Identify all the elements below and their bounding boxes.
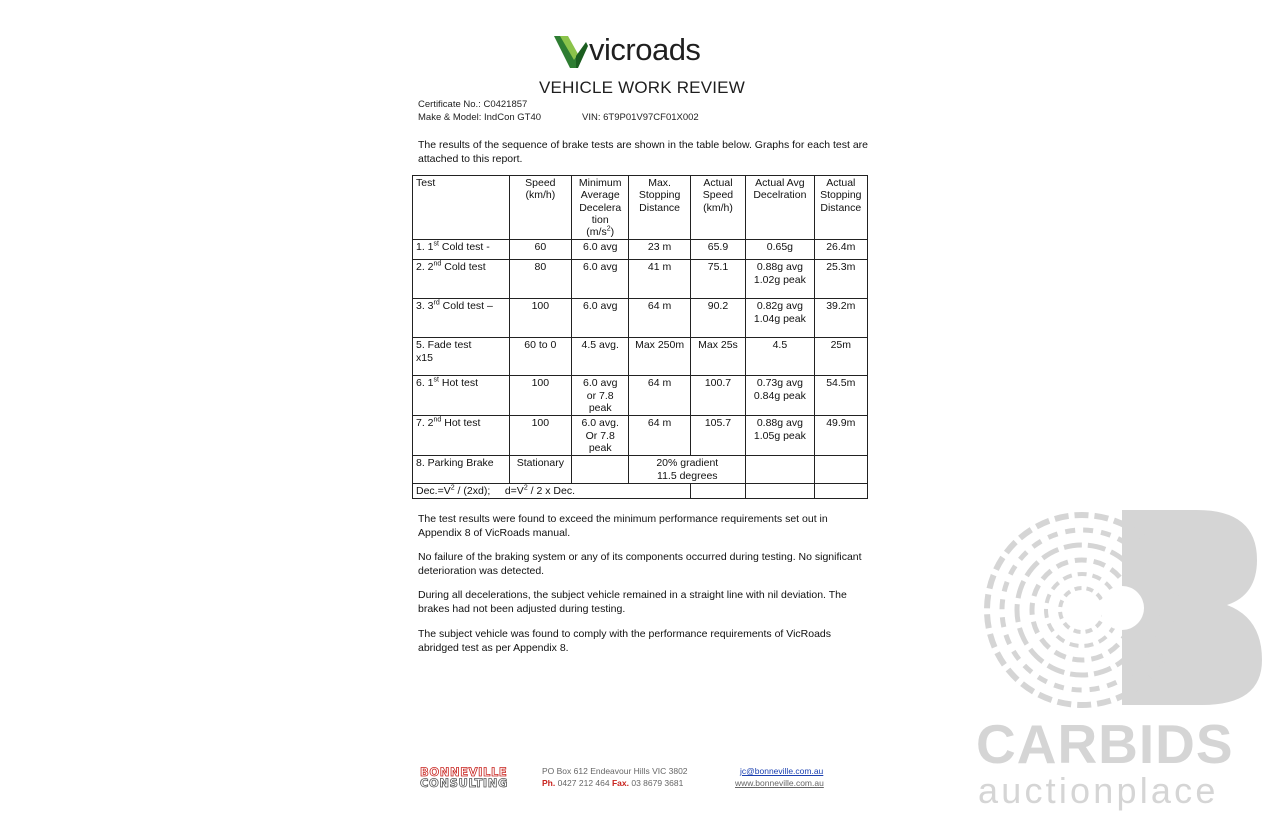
cell-actual-stop xyxy=(814,456,867,484)
cell-max-stop: 64 m xyxy=(629,376,690,416)
cell-test: 6. 1st Hot test xyxy=(413,376,510,416)
cell-gradient: 20% gradient 11.5 degrees xyxy=(629,456,746,484)
cell-actual-speed: 75.1 xyxy=(690,260,745,299)
cell-actual-stop: 49.9m xyxy=(814,416,867,456)
header-test: Test xyxy=(413,176,510,240)
vicroads-logo xyxy=(554,34,754,74)
formula-cell: $Dec.=V^2 / (2xd)$; $d=V^2 / 2$ x Dec. xyxy=(413,483,691,498)
cell-min-avg: 4.5 avg. xyxy=(572,338,629,376)
watermark-carbids-text: CARBIDS xyxy=(976,713,1234,775)
cell-actual-speed: 100.7 xyxy=(690,376,745,416)
cell-actual-decel: 4.5 xyxy=(746,338,814,376)
carbids-b-fingerprint-icon xyxy=(972,500,1262,715)
paragraph-results: The test results were found to exceed the minimum performance requirements set out in Appendix 8 of VicRoads manual. xyxy=(418,513,828,539)
brake-test-table xyxy=(412,175,868,499)
cell-actual-stop: 25m xyxy=(814,338,867,376)
table-row xyxy=(413,456,868,484)
cell-actual-decel: 0.88g avg 1.05g peak xyxy=(746,416,814,456)
cell-min-avg: 6.0 avg xyxy=(572,260,629,299)
formula-row xyxy=(413,483,868,498)
cell-min-avg: 6.0 avg. Or 7.8 peak xyxy=(572,416,629,456)
cell-speed: 80 xyxy=(509,260,571,299)
cell-speed: Stationary xyxy=(509,456,571,484)
cell-speed: 100 xyxy=(509,376,571,416)
cell-actual-speed: 65.9 xyxy=(690,240,745,260)
cell-test: 8. Parking Brake xyxy=(413,456,510,484)
cell-max-stop: 41 m xyxy=(629,260,690,299)
footer-phone: Ph. 0427 212 464 Fax. 03 8679 3681 xyxy=(542,778,684,788)
footer-website-link[interactable]: www.bonneville.com.au xyxy=(735,778,824,788)
cell-actual-stop: 26.4m xyxy=(814,240,867,260)
bonneville-logo-line1: BONNEVILLE xyxy=(420,765,508,779)
cell-test: 3. 3rd Cold test – xyxy=(413,299,510,338)
cell-test: 7. 2nd Hot test xyxy=(413,416,510,456)
cell-test: 5. Fade test x15 xyxy=(413,338,510,376)
cell-actual-speed: 105.7 xyxy=(690,416,745,456)
cell-actual-stop: 39.2m xyxy=(814,299,867,338)
header-min-avg-decel: Minimum Average Decelera tion $(m/s^2)$ xyxy=(572,176,629,240)
cell-min-avg: 6.0 avg xyxy=(572,299,629,338)
carbids-watermark xyxy=(972,500,1262,820)
cell-speed: 60 to 0 xyxy=(509,338,571,376)
cell-max-stop: Max 250m xyxy=(629,338,690,376)
cell-actual-decel xyxy=(746,456,814,484)
header-speed: Speed (km/h) xyxy=(509,176,571,240)
formula-empty-cell xyxy=(746,483,814,498)
footer-email-link[interactable]: jc@bonneville.com.au xyxy=(740,766,824,776)
cell-max-stop: 23 m xyxy=(629,240,690,260)
formula-empty-cell xyxy=(690,483,745,498)
cell-actual-decel: 0.73g avg 0.84g peak xyxy=(746,376,814,416)
header-actual-stopping: Actual Stopping Distance xyxy=(814,176,867,240)
header-actual-decel: Actual Avg Decelration xyxy=(746,176,814,240)
table-row xyxy=(413,260,868,299)
cell-actual-decel: 0.88g avg 1.02g peak xyxy=(746,260,814,299)
cell-actual-speed: Max 25s xyxy=(690,338,745,376)
cell-actual-stop: 25.3m xyxy=(814,260,867,299)
watermark-auctionplace-text: auctionplace xyxy=(978,770,1219,811)
cell-speed: 60 xyxy=(509,240,571,260)
certificate-number: Certificate No.: C0421857 xyxy=(418,99,528,110)
cell-min-avg: 6.0 avg xyxy=(572,240,629,260)
bonneville-logo-line2: CONSULTING xyxy=(420,776,509,790)
footer xyxy=(420,764,860,794)
header-max-stopping: Max. Stopping Distance xyxy=(629,176,690,240)
cell-speed: 100 xyxy=(509,299,571,338)
cell-max-stop: 64 m xyxy=(629,416,690,456)
cell-actual-decel: 0.65g xyxy=(746,240,814,260)
make-model: Make & Model: IndCon GT40 xyxy=(418,112,542,123)
cell-actual-stop: 54.5m xyxy=(814,376,867,416)
cell-speed: 100 xyxy=(509,416,571,456)
cell-min-avg: 6.0 avg or 7.8 peak xyxy=(572,376,629,416)
vin-number: VIN: 6T9P01V97CF01X002 xyxy=(582,112,699,123)
paragraph-no-failure: No failure of the braking system or any of its components occurred during testing. No significant deterioration was detected. xyxy=(418,551,862,577)
vicroads-tick-icon xyxy=(554,34,594,74)
document-title: VEHICLE WORK REVIEW xyxy=(539,78,745,97)
cell-actual-decel: 0.82g avg 1.04g peak xyxy=(746,299,814,338)
paragraph-decelerations: During all decelerations, the subject vehicle remained in a straight line with nil deviation. The brakes had not been adjusted during testing. xyxy=(418,589,847,615)
cell-min-avg xyxy=(572,456,629,484)
formula-empty-cell xyxy=(814,483,867,498)
vicroads-logo-text: vicroads xyxy=(589,32,701,67)
cell-actual-speed: 90.2 xyxy=(690,299,745,338)
table-row xyxy=(413,240,868,260)
paragraph-compliance: The subject vehicle was found to comply with the performance requirements of VicRoads abridged test as per Appendix 8. xyxy=(418,628,832,654)
table-row xyxy=(413,338,868,376)
cell-max-stop: 64 m xyxy=(629,299,690,338)
table-header-row xyxy=(413,176,868,240)
cell-test: 2. 2nd Cold test xyxy=(413,260,510,299)
table-row xyxy=(413,299,868,338)
table-row xyxy=(413,376,868,416)
footer-address: PO Box 612 Endeavour Hills VIC 3802 xyxy=(542,766,688,776)
cell-test: 1. 1st Cold test - xyxy=(413,240,510,260)
header-actual-speed: Actual Speed (km/h) xyxy=(690,176,745,240)
intro-paragraph: The results of the sequence of brake tests are shown in the table below. Graphs for each test are attached to this report. xyxy=(418,139,869,165)
table-row xyxy=(413,416,868,456)
